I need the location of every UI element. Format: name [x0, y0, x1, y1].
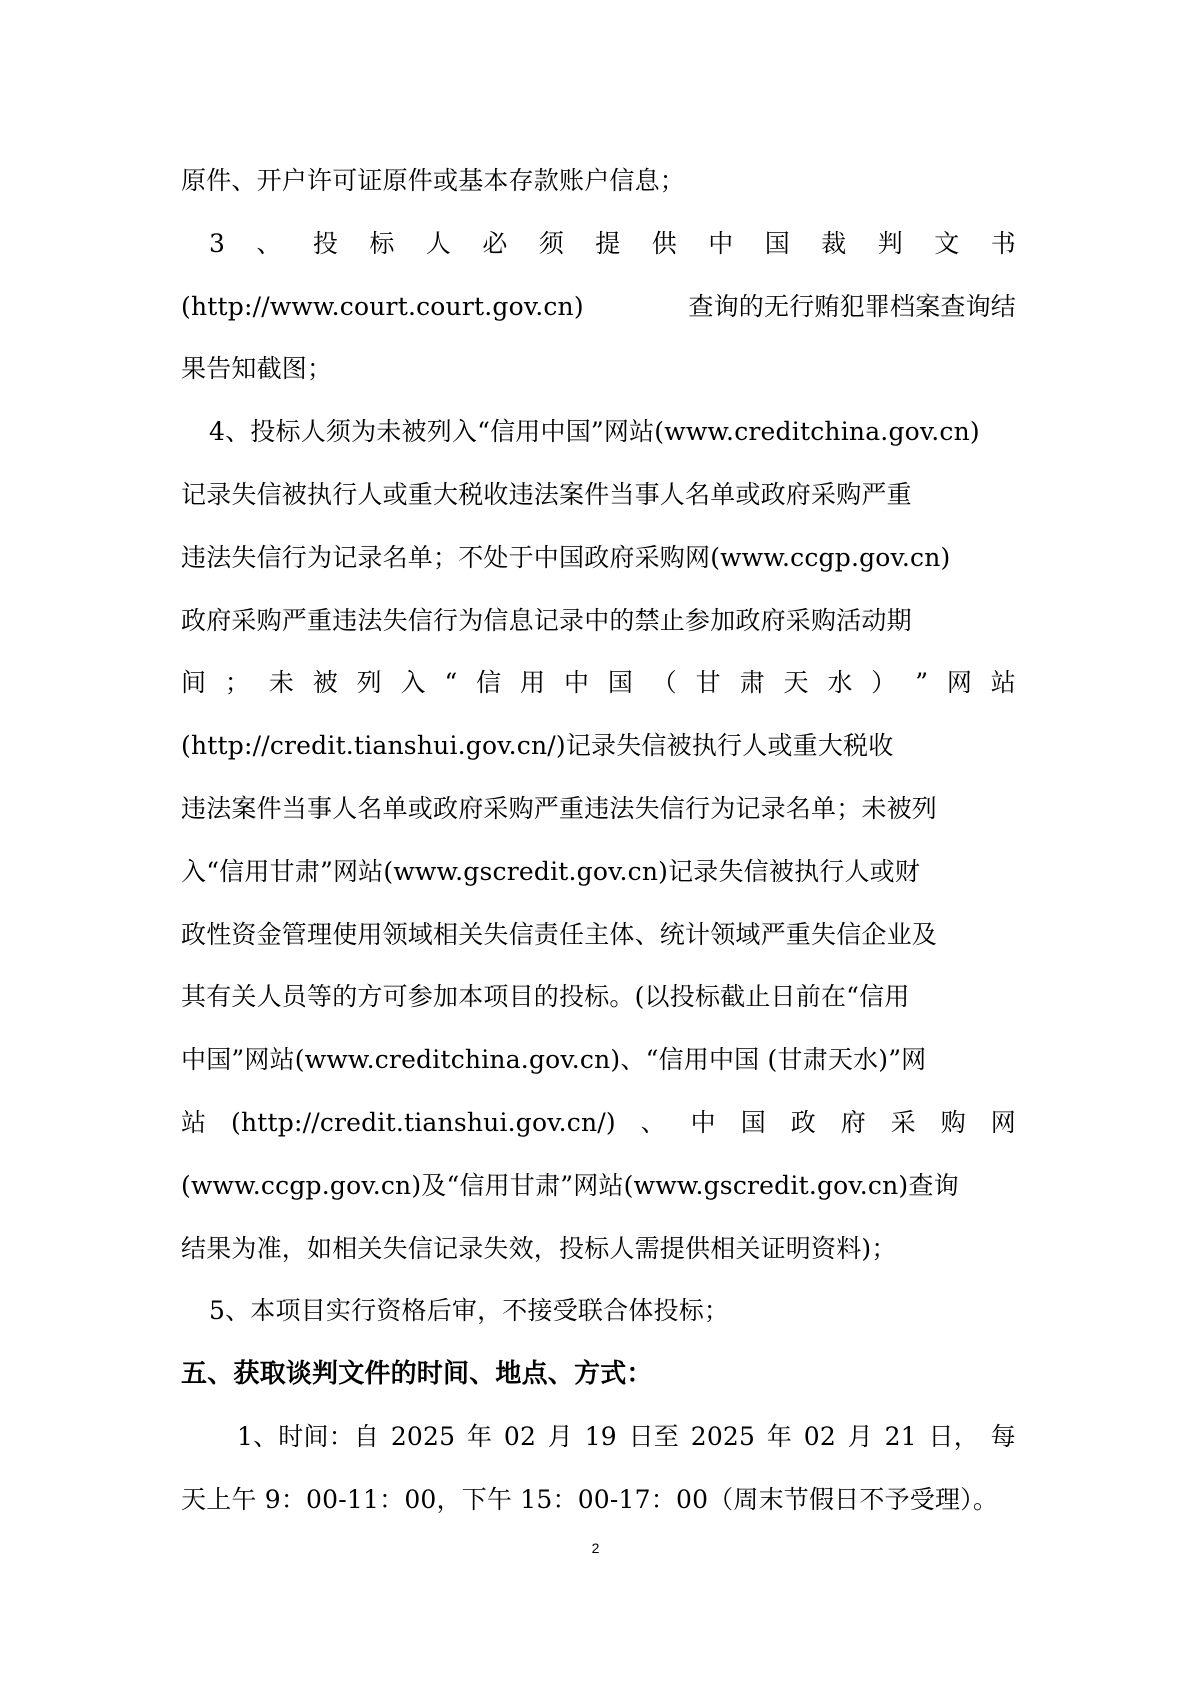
text-line: 政性资金管理使用领域相关失信责任主体、统计领域严重失信企业及: [181, 919, 938, 949]
text-line: 违法失信行为记录名单；不处于中国政府采购网(www.ccgp.gov.cn): [181, 542, 951, 572]
text-line: 记录失信被执行人或重大税收违法案件当事人名单或政府采购严重: [181, 479, 912, 509]
text-line: 中国”网站(www.creditchina.gov.cn)、“信用中国 (甘肃天水)”网: [181, 1045, 927, 1075]
text-line-justified: 站 (http://credit.tianshui.gov.cn/) 、 中 国 政 府 采 购 网: [181, 1107, 1016, 1137]
text-line-justified: 3 、 投 标 人 必 须 提 供 中 国 裁 判 文 书: [209, 228, 1016, 258]
text-line: 5、本项目实行资格后审，不接受联合体投标；: [209, 1296, 730, 1326]
text-line: 其有关人员等的方可参加本项目的投标。(以投标截止日前在“信用: [181, 982, 910, 1012]
text-line: (www.ccgp.gov.cn)及“信用甘肃”网站(www.gscredit.gov.cn)查询: [181, 1170, 959, 1200]
section-heading: 五、获取谈判文件的时间、地点、方式：: [181, 1359, 653, 1390]
body-text: [181, 150, 1016, 1532]
text-line: 天上午 9：00-11：00，下午 15：00-17：00（周末节假日不予受理）。: [181, 1484, 999, 1514]
text-line: 4、投标人须为未被列入“信用中国”网站(www.creditchina.gov.cn): [209, 417, 980, 447]
text-line-justified: 1、时间：自 2025 年 02 月 19 日至 2025 年 02 月 21 日， 每: [237, 1421, 1016, 1451]
text-line: (http://credit.tianshui.gov.cn/)记录失信被执行人或重大税收: [181, 731, 894, 761]
text-line: 政府采购严重违法失信行为信息记录中的禁止参加政府采购活动期: [181, 605, 912, 635]
text-line-justified: (http://www.court.court.gov.cn) 查询的无行贿犯罪档案查询结: [181, 291, 1016, 321]
text-line-justified: 间 ； 未 被 列 入 “ 信 用 中 国 （ 甘 肃 天 水 ） ” 网 站: [181, 668, 1016, 698]
text-line: 入“信用甘肃”网站(www.gscredit.gov.cn)记录失信被执行人或财: [181, 856, 921, 886]
text-line: 结果为准，如相关失信记录失效，投标人需提供相关证明资料)；: [181, 1233, 897, 1263]
text-line: 果告知截图；: [181, 354, 333, 384]
page-number: 2: [591, 1540, 600, 1556]
text-line: 违法案件当事人名单或政府采购严重违法失信行为记录名单；未被列: [181, 793, 938, 823]
text-line: 原件、开户许可证原件或基本存款账户信息；: [181, 166, 686, 195]
